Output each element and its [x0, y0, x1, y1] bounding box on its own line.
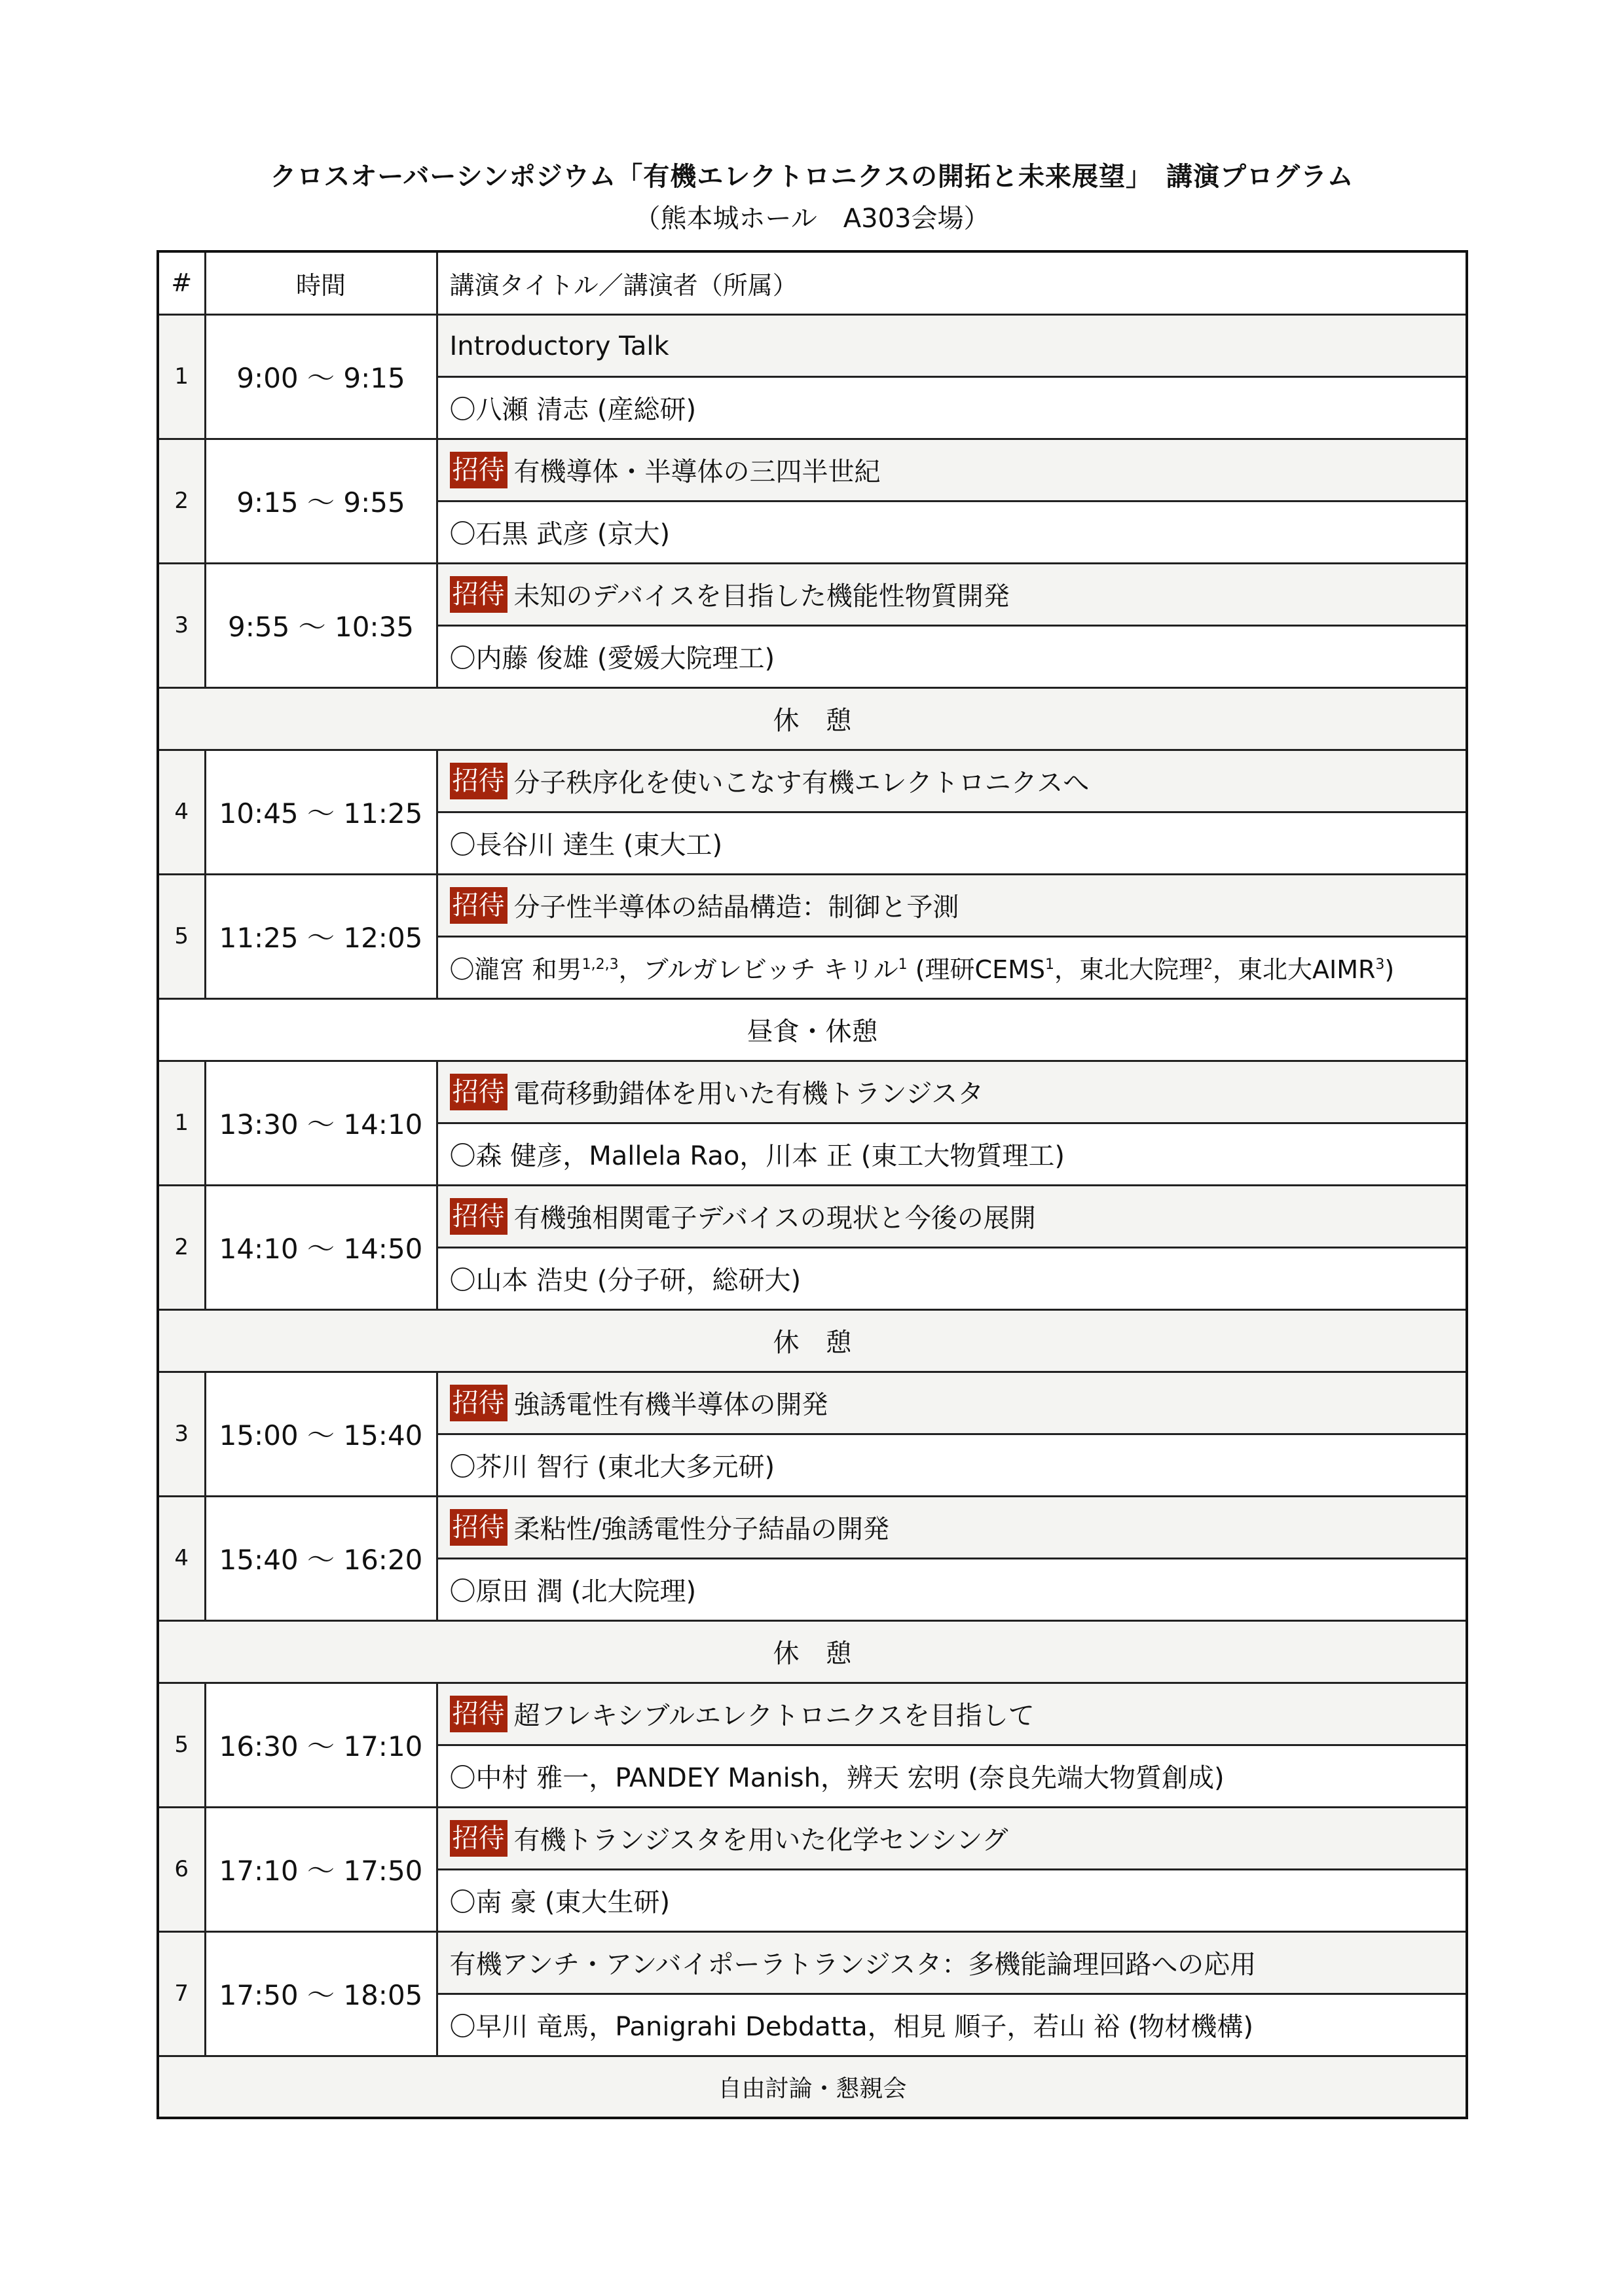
talk-time: 15:40 ～ 16:20: [205, 1496, 437, 1620]
closing-label: 自由討論・懇親会: [158, 2056, 1467, 2118]
talk-number: 7: [158, 1931, 205, 2056]
speaker-part: 〇瀧宮 和男: [449, 955, 582, 984]
talk-speaker: [437, 936, 1467, 998]
talk-number: 1: [158, 1061, 205, 1185]
talk-title: [437, 1807, 1467, 1869]
table-row: [158, 1807, 1467, 1869]
speaker-part: (理研CEMS: [907, 955, 1045, 984]
talk-number: 2: [158, 439, 205, 563]
talk-number: 6: [158, 1807, 205, 1931]
speaker-part: ，ブルガレビッチ キリル: [618, 955, 898, 984]
break-row: [158, 687, 1467, 750]
table-row: [158, 439, 1467, 501]
affiliation-sup: 1,2,3: [581, 957, 619, 973]
talk-time: 16:30 ～ 17:10: [205, 1683, 437, 1807]
table-row: [158, 750, 1467, 812]
program-table: [157, 250, 1468, 2119]
affiliation-sup: 2: [1204, 957, 1213, 973]
lunch-row: [158, 998, 1467, 1061]
talk-time: 9:15 ～ 9:55: [205, 439, 437, 563]
invited-badge: 招待: [450, 887, 507, 924]
invited-badge: 招待: [450, 1385, 507, 1421]
speaker-part: ，東北大院理: [1054, 955, 1204, 984]
talk-speaker: 〇八瀬 清志 (産総研): [437, 376, 1467, 439]
affiliation-sup: 1: [898, 957, 908, 973]
talk-speaker: 〇中村 雅一，PANDEY Manish，辨天 宏明 (奈良先端大物質創成): [437, 1745, 1467, 1807]
page-title: クロスオーバーシンポジウム「有機エレクトロニクスの開拓と未来展望」 講演プログラム: [270, 162, 1354, 192]
break-row: [158, 1620, 1467, 1683]
talk-title: [437, 1496, 1467, 1558]
talk-title: [437, 1372, 1467, 1434]
talk-number: 3: [158, 563, 205, 687]
talk-time: 17:50 ～ 18:05: [205, 1931, 437, 2056]
affiliation-sup: 1: [1044, 957, 1054, 973]
talk-speaker: 〇石黒 武彦 (京大): [437, 501, 1467, 563]
affiliation-sup: 3: [1375, 957, 1385, 973]
speaker-part: ): [1384, 955, 1395, 984]
talk-title-text: 電荷移動錯体を用いた有機トランジスタ: [513, 1079, 984, 1109]
column-header-title: 講演タイトル／講演者（所属）: [437, 251, 1467, 314]
talk-title: [437, 1931, 1467, 1994]
table-row: [158, 1931, 1467, 1994]
talk-number: 2: [158, 1185, 205, 1309]
talk-time: 9:00 ～ 9:15: [205, 314, 437, 439]
invited-badge: 招待: [450, 1074, 507, 1110]
talk-number: 5: [158, 874, 205, 998]
talk-title-text: 分子秩序化を使いこなす有機エレクトロニクスへ: [513, 768, 1090, 798]
invited-badge: 招待: [450, 1198, 507, 1235]
talk-title: [437, 1185, 1467, 1247]
talk-number: 4: [158, 750, 205, 874]
closing-row: [158, 2056, 1467, 2118]
talk-title-text: 分子性半導体の結晶構造：制御と予測: [513, 892, 959, 922]
invited-badge: 招待: [450, 1696, 507, 1732]
talk-title: [437, 439, 1467, 501]
talk-number: 1: [158, 314, 205, 439]
talk-speaker: 〇原田 潤 (北大院理): [437, 1558, 1467, 1620]
break-row: [158, 1309, 1467, 1372]
talk-speaker: 〇内藤 俊雄 (愛媛大院理工): [437, 625, 1467, 687]
talk-number: 4: [158, 1496, 205, 1620]
table-row: [158, 874, 1467, 936]
invited-badge: 招待: [450, 1509, 507, 1546]
talk-title-text: 柔粘性/強誘電性分子結晶の開発: [513, 1514, 889, 1544]
table-row: [158, 1061, 1467, 1123]
invited-badge: 招待: [450, 763, 507, 799]
column-header-number: #: [158, 251, 205, 314]
lunch-label: 昼食・休憩: [158, 998, 1467, 1061]
talk-time: 15:00 ～ 15:40: [205, 1372, 437, 1496]
talk-title: [437, 874, 1467, 936]
talk-title: [437, 1061, 1467, 1123]
talk-title-text: Introductory Talk: [449, 331, 669, 361]
talk-title-text: 未知のデバイスを目指した機能性物質開発: [513, 581, 1010, 611]
invited-badge: 招待: [450, 452, 507, 488]
table-header-row: [158, 251, 1467, 314]
column-header-time: 時間: [205, 251, 437, 314]
table-row: [158, 314, 1467, 376]
talk-speaker: 〇森 健彦，Mallela Rao，川本 正 (東工大物質理工): [437, 1123, 1467, 1185]
table-row: [158, 1683, 1467, 1745]
talk-speaker: 〇南 豪 (東大生研): [437, 1869, 1467, 1931]
break-label: 休 憩: [158, 687, 1467, 750]
talk-speaker: 〇芥川 智行 (東北大多元研): [437, 1434, 1467, 1496]
talk-speaker: 〇山本 浩史 (分子研，総研大): [437, 1247, 1467, 1309]
talk-title-text: 有機強相関電子デバイスの現状と今後の展開: [513, 1203, 1036, 1233]
talk-number: 5: [158, 1683, 205, 1807]
talk-time: 13:30 ～ 14:10: [205, 1061, 437, 1185]
speaker-part: ，東北大AIMR: [1213, 955, 1376, 984]
talk-time: 11:25 ～ 12:05: [205, 874, 437, 998]
talk-title: [437, 1683, 1467, 1745]
invited-badge: 招待: [450, 1820, 507, 1857]
talk-number: 3: [158, 1372, 205, 1496]
talk-title-text: 超フレキシブルエレクトロニクスを目指して: [513, 1701, 1035, 1731]
break-label: 休 憩: [158, 1620, 1467, 1683]
talk-title-text: 有機アンチ・アンバイポーラトランジスタ：多機能論理回路への応用: [449, 1950, 1257, 1980]
talk-time: 10:45 ～ 11:25: [205, 750, 437, 874]
talk-time: 9:55 ～ 10:35: [205, 563, 437, 687]
table-row: [158, 1185, 1467, 1247]
break-label: 休 憩: [158, 1309, 1467, 1372]
talk-title: [437, 750, 1467, 812]
talk-title-text: 強誘電性有機半導体の開発: [513, 1390, 828, 1420]
talk-title-text: 有機トランジスタを用いた化学センシング: [513, 1825, 1008, 1855]
venue-subtitle: （熊本城ホール A303会場）: [634, 204, 990, 234]
talk-title-text: 有機導体・半導体の三四半世紀: [513, 457, 881, 487]
talk-time: 14:10 ～ 14:50: [205, 1185, 437, 1309]
table-row: [158, 563, 1467, 625]
invited-badge: 招待: [450, 576, 507, 613]
talk-time: 17:10 ～ 17:50: [205, 1807, 437, 1931]
talk-title: [437, 314, 1467, 376]
talk-speaker: 〇早川 竜馬，Panigrahi Debdatta，相見 順子，若山 裕 (物材機構): [437, 1994, 1467, 2056]
table-row: [158, 1496, 1467, 1558]
talk-speaker: 〇長谷川 達生 (東大工): [437, 812, 1467, 874]
table-row: [158, 1372, 1467, 1434]
talk-title: [437, 563, 1467, 625]
